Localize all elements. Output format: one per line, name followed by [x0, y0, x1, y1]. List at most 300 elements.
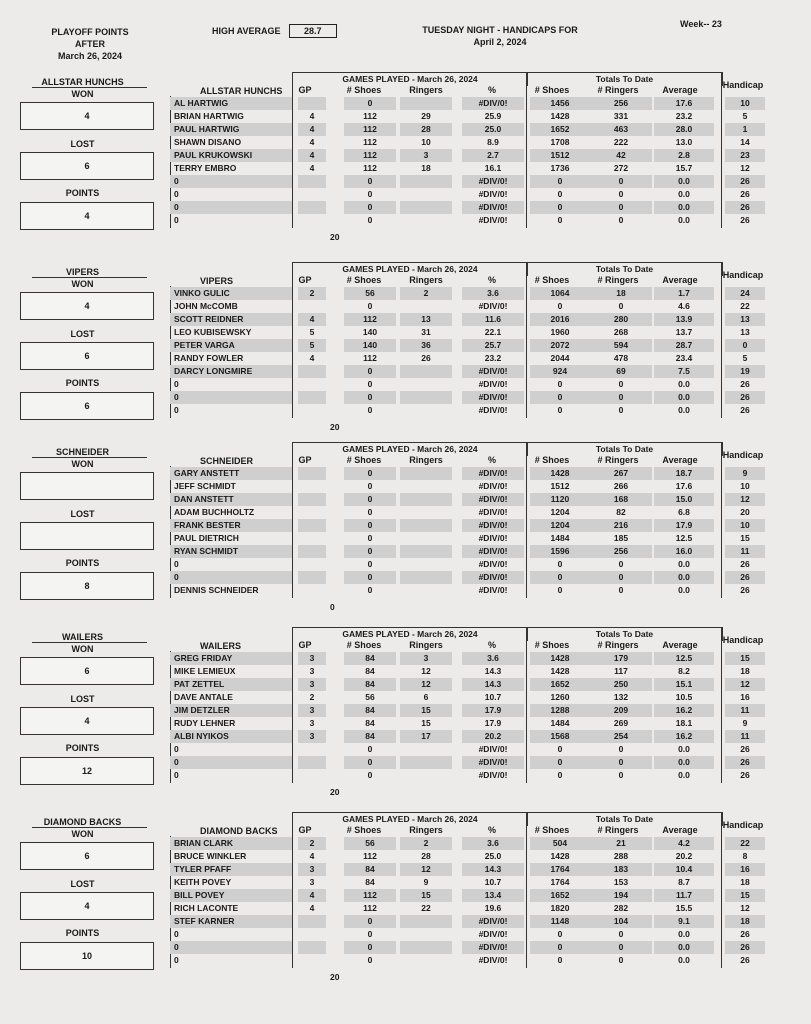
table-team-name: WAILERS: [200, 641, 242, 651]
handicap-cell: 15: [725, 889, 765, 902]
table-team-name: DIAMOND BACKS: [200, 826, 278, 836]
points-box: 10: [20, 942, 154, 970]
ringers-cell: 3: [400, 652, 452, 665]
average-cell: 15.5: [675, 903, 693, 913]
total-ringers-cell: 82: [616, 507, 626, 517]
handicap-cell: 26: [740, 929, 750, 939]
shoes-cell: 0: [344, 97, 396, 110]
shoes-cell: 56: [344, 837, 396, 850]
ringers-cell: 12: [421, 666, 431, 676]
percentage-cell: 3.6: [462, 287, 524, 300]
player-name: 0: [174, 189, 179, 199]
total-ringers-cell: 0: [618, 929, 624, 939]
total-ringers-cell: 268: [613, 327, 629, 337]
total-ringers-cell: 331: [613, 111, 629, 121]
games-played-cell: 4: [298, 149, 326, 162]
shoes-cell: 56: [365, 692, 375, 702]
shoes-cell: 84: [344, 863, 396, 876]
player-name: PETER VARGA: [170, 339, 292, 352]
col-average: Average: [662, 825, 698, 835]
percentage-cell: #DIV/0!: [462, 571, 524, 584]
playoff-points-header: [30, 26, 150, 62]
ringers-cell: [400, 941, 452, 954]
ringers-cell: 28: [421, 851, 431, 861]
player-row: [170, 704, 750, 717]
handicap-cell: 18: [740, 877, 750, 887]
player-name: 0: [170, 391, 292, 404]
shoes-cell: 112: [363, 163, 377, 173]
games-played-cell: [298, 493, 326, 506]
player-row: [170, 201, 750, 214]
ringers-cell: [400, 214, 452, 227]
average-cell: 8.2: [678, 666, 690, 676]
col-gp: GP: [298, 455, 312, 465]
total-ringers-cell: 0: [618, 301, 624, 311]
player-name: 0: [174, 215, 179, 225]
total-shoes-cell: 1596: [530, 545, 590, 558]
ringers-cell: 2: [400, 287, 452, 300]
ringers-cell: [400, 743, 452, 756]
total-shoes-cell: 0: [530, 756, 590, 769]
player-row: [170, 391, 750, 404]
ringers-cell: 12: [400, 863, 452, 876]
percentage-cell: #DIV/0!: [478, 770, 508, 780]
col-gp: GP: [298, 640, 312, 650]
total-ringers-cell: 42: [590, 149, 652, 162]
total-ringers-cell: 0: [590, 391, 652, 404]
total-ringers-cell: 0: [618, 585, 624, 595]
total-shoes-cell: 1708: [550, 137, 570, 147]
player-name: BRIAN CLARK: [170, 837, 292, 850]
col-pct: %: [487, 455, 496, 465]
col-total-ringers: # Ringers: [597, 825, 639, 835]
points-label: POINTS: [65, 558, 100, 568]
handicap-cell: 9: [725, 467, 765, 480]
average-cell: 0.0: [654, 756, 714, 769]
shoes-cell: 0: [367, 585, 373, 595]
shoes-cell: 0: [344, 941, 396, 954]
average-cell: 9.1: [654, 915, 714, 928]
percentage-cell: #DIV/0!: [462, 941, 524, 954]
player-name: DARCY LONGMIRE: [170, 365, 292, 378]
percentage-cell: 16.1: [484, 163, 502, 173]
shoes-cell: 0: [367, 481, 373, 491]
player-row: [170, 717, 748, 730]
totals-header: Totals To Date: [526, 812, 723, 826]
shoes-cell: 112: [344, 149, 396, 162]
games-played-cell: 4: [309, 903, 315, 913]
handicap-cell: 5: [742, 353, 748, 363]
player-name: BILL POVEY: [170, 889, 292, 902]
handicap-cell: 18: [725, 915, 765, 928]
total-ringers-cell: 288: [613, 851, 629, 861]
total-shoes-cell: 1960: [550, 327, 570, 337]
total-shoes-cell: 1820: [550, 903, 570, 913]
total-shoes-cell: 1428: [550, 851, 570, 861]
shoes-cell: 140: [362, 327, 378, 337]
high-average: [212, 24, 337, 38]
player-name: RICH LACONTE: [174, 903, 239, 913]
player-row: [170, 756, 750, 769]
ringers-cell: [400, 97, 452, 110]
percentage-cell: #DIV/0!: [462, 519, 524, 532]
shoes-cell: 0: [344, 915, 396, 928]
col-ringers: Ringers: [409, 640, 443, 650]
games-played-cell: [298, 519, 326, 532]
player-name: 0: [170, 941, 292, 954]
total-shoes-cell: 1064: [530, 287, 590, 300]
handicap-cell: 24: [725, 287, 765, 300]
shoes-cell: 112: [363, 111, 377, 121]
ringers-cell: 2: [400, 837, 452, 850]
games-played-header: GAMES PLAYED - March 26, 2024: [292, 812, 528, 826]
average-cell: 10.4: [654, 863, 714, 876]
ringers-cell: [400, 404, 452, 417]
handicap-cell: 5: [742, 111, 748, 121]
col-total-shoes: # Shoes: [534, 825, 570, 835]
ringers-cell: [400, 928, 452, 941]
average-cell: 0.0: [678, 955, 690, 965]
percentage-cell: #DIV/0!: [462, 201, 524, 214]
average-cell: 0.0: [678, 744, 690, 754]
player-name: RUDY LEHNER: [174, 718, 236, 728]
handicap-cell: 18: [740, 666, 750, 676]
average-cell: 0.0: [654, 571, 714, 584]
player-name: TYLER PFAFF: [170, 863, 292, 876]
week-label: Week-- 23: [680, 19, 722, 29]
player-row: [170, 493, 750, 506]
col-total-ringers: # Ringers: [597, 85, 639, 95]
player-row: [170, 678, 750, 691]
games-played-cell: [298, 404, 326, 417]
player-name: DAVE ANTALE: [174, 692, 233, 702]
ringers-cell: 15: [400, 889, 452, 902]
average-cell: 23.4: [675, 353, 693, 363]
total-shoes-cell: 0: [530, 391, 590, 404]
total-ringers-cell: 0: [590, 175, 652, 188]
total-shoes-cell: 1512: [530, 149, 590, 162]
percentage-cell: #DIV/0!: [462, 493, 524, 506]
total-ringers-cell: 280: [590, 313, 652, 326]
totals-header: Totals To Date: [526, 72, 723, 86]
player-name: RANDY FOWLER: [174, 353, 244, 363]
average-cell: 28.0: [654, 123, 714, 136]
player-name: ALBI NYIKOS: [170, 730, 292, 743]
points-box: 4: [20, 202, 154, 230]
games-played-cell: 4: [309, 163, 315, 173]
handicap-cell: 26: [740, 770, 750, 780]
won-label: WON: [71, 459, 94, 469]
ringers-cell: 12: [400, 678, 452, 691]
player-row: [170, 214, 750, 227]
games-played-cell: 3: [309, 718, 315, 728]
percentage-cell: #DIV/0!: [478, 189, 508, 199]
average-cell: 0.0: [654, 391, 714, 404]
handicap-cell: 26: [725, 391, 765, 404]
games-played-cell: [298, 558, 326, 571]
shoes-cell: 84: [344, 730, 396, 743]
col-total-shoes: # Shoes: [534, 455, 570, 465]
player-rows: [170, 652, 750, 784]
games-played-cell: [298, 532, 326, 545]
handicap-cell: 0: [725, 339, 765, 352]
after-label: AFTER: [75, 39, 105, 49]
games-played-cell: 4: [309, 353, 315, 363]
shoes-cell: 112: [344, 889, 396, 902]
total-shoes-cell: 1652: [530, 889, 590, 902]
total-shoes-cell: 924: [530, 365, 590, 378]
ringers-cell: 15: [400, 704, 452, 717]
average-cell: 0.0: [678, 189, 690, 199]
lost-box: 4: [20, 892, 154, 920]
total-ringers-cell: 272: [613, 163, 629, 173]
shoes-cell: 0: [344, 519, 396, 532]
average-cell: 15.0: [654, 493, 714, 506]
col-gp: GP: [298, 275, 312, 285]
col-handicap: Handicap: [722, 80, 764, 90]
player-row: [170, 837, 750, 850]
average-cell: 11.7: [654, 889, 714, 902]
shoes-cell: 0: [367, 744, 373, 754]
average-cell: 0.0: [654, 941, 714, 954]
games-played-header: GAMES PLAYED - March 26, 2024: [292, 627, 528, 641]
games-played-header: GAMES PLAYED - March 26, 2024: [292, 442, 528, 456]
standings-team-name: SCHNEIDER: [55, 447, 109, 457]
total-shoes-cell: 1428: [530, 467, 590, 480]
percentage-cell: 19.6: [484, 903, 502, 913]
games-played-cell: 4: [309, 851, 315, 861]
games-played-cell: 3: [309, 877, 315, 887]
percentage-cell: 14.3: [462, 678, 524, 691]
total-shoes-cell: 0: [557, 301, 563, 311]
handicap-cell: 16: [725, 863, 765, 876]
ringers-cell: 6: [423, 692, 429, 702]
player-name: 0: [174, 405, 179, 415]
shoes-cell: 0: [344, 365, 396, 378]
total-shoes-cell: 1512: [550, 481, 570, 491]
col-total-shoes: # Shoes: [534, 275, 570, 285]
total-ringers-cell: 209: [590, 704, 652, 717]
col-ringers: Ringers: [409, 275, 443, 285]
average-cell: 13.9: [654, 313, 714, 326]
handicap-cell: 26: [740, 215, 750, 225]
shoes-cell: 0: [344, 175, 396, 188]
total-shoes-cell: 0: [530, 175, 590, 188]
total-ringers-cell: 69: [590, 365, 652, 378]
player-row: [170, 941, 750, 954]
games-played-cell: [298, 769, 326, 782]
total-ringers-cell: 168: [590, 493, 652, 506]
games-played-cell: [298, 467, 326, 480]
games-played-cell: 4: [298, 123, 326, 136]
total-ringers-cell: 216: [590, 519, 652, 532]
total-ringers-cell: 0: [618, 379, 624, 389]
ringers-cell: 29: [421, 111, 431, 121]
shoes-cell: 140: [344, 339, 396, 352]
games-played-cell: [298, 175, 326, 188]
total-shoes-cell: 1204: [530, 519, 590, 532]
team-scores-table: [0, 627, 811, 807]
player-row: [170, 571, 750, 584]
handicap-cell: 13: [725, 313, 765, 326]
player-row: [170, 97, 750, 110]
player-name: BRUCE WINKLER: [174, 851, 247, 861]
ringers-cell: 15: [421, 718, 431, 728]
average-cell: 18.7: [654, 467, 714, 480]
standings-team-name: DIAMOND BACKS: [43, 817, 122, 827]
percentage-cell: #DIV/0!: [478, 744, 508, 754]
player-name: 0: [174, 744, 179, 754]
average-cell: 4.2: [654, 837, 714, 850]
handicap-cell: 26: [725, 201, 765, 214]
ringers-cell: 13: [400, 313, 452, 326]
col-pct: %: [487, 825, 496, 835]
player-row: [170, 313, 750, 326]
ringers-cell: [400, 519, 452, 532]
total-ringers-cell: 0: [590, 201, 652, 214]
player-name: 0: [174, 770, 179, 780]
player-name: PAT ZETTEL: [170, 678, 292, 691]
ringers-cell: [400, 756, 452, 769]
player-name: GREG FRIDAY: [170, 652, 292, 665]
total-shoes-cell: 1568: [530, 730, 590, 743]
games-played-cell: [298, 214, 326, 227]
total-shoes-cell: 0: [530, 941, 590, 954]
divider: [721, 442, 722, 598]
col-pct: %: [487, 275, 496, 285]
playoff-title: PLAYOFF POINTS: [51, 27, 129, 37]
total-shoes-cell: 1260: [550, 692, 570, 702]
average-cell: 0.0: [678, 559, 690, 569]
total-shoes-cell: 0: [557, 379, 563, 389]
ringers-cell: [400, 201, 452, 214]
player-name: GARY ANSTETT: [170, 467, 292, 480]
col-total-shoes: # Shoes: [534, 85, 570, 95]
col-gp: GP: [298, 85, 312, 95]
divider: [721, 262, 722, 418]
ringers-cell: 3: [400, 149, 452, 162]
shoes-cell: 0: [344, 493, 396, 506]
player-name: ADAM BUCHHOLTZ: [174, 507, 255, 517]
total-ringers-cell: 266: [613, 481, 629, 491]
player-name: TERRY EMBRO: [174, 163, 237, 173]
total-ringers-cell: 0: [590, 941, 652, 954]
standings-team-name: WAILERS: [61, 632, 103, 642]
shoes-cell: 84: [365, 718, 375, 728]
average-cell: 1.7: [654, 287, 714, 300]
handicap-cell: 23: [725, 149, 765, 162]
team-section: [0, 72, 811, 252]
total-shoes-cell: 1484: [550, 533, 570, 543]
handicap-cell: 26: [740, 379, 750, 389]
average-cell: 13.7: [675, 327, 693, 337]
player-name: 0: [170, 756, 292, 769]
games-played-header: GAMES PLAYED - March 26, 2024: [292, 72, 528, 86]
games-played-cell: [298, 954, 326, 967]
total-ringers-cell: 0: [590, 756, 652, 769]
lost-label: LOST: [70, 139, 95, 149]
handicap-cell: 11: [725, 545, 765, 558]
total-ringers-cell: 18: [590, 287, 652, 300]
average-cell: 17.6: [654, 97, 714, 110]
percentage-cell: #DIV/0!: [478, 955, 508, 965]
games-played-cell: 2: [298, 837, 326, 850]
average-cell: 15.1: [654, 678, 714, 691]
average-cell: 17.9: [654, 519, 714, 532]
player-row: [170, 404, 750, 417]
player-row: [170, 545, 750, 558]
team-footer-total: 20: [330, 232, 340, 242]
totals-header: Totals To Date: [526, 627, 723, 641]
total-ringers-cell: 132: [613, 692, 629, 702]
total-ringers-cell: 256: [590, 545, 652, 558]
player-row: [170, 123, 748, 136]
average-cell: 16.2: [654, 730, 714, 743]
percentage-cell: #DIV/0!: [478, 215, 508, 225]
team-scores-table: [0, 262, 811, 442]
divider: [721, 812, 722, 968]
total-shoes-cell: 0: [557, 189, 563, 199]
ringers-cell: [400, 391, 452, 404]
player-row: [170, 889, 750, 902]
percentage-cell: #DIV/0!: [478, 533, 508, 543]
player-row: [170, 863, 750, 876]
total-ringers-cell: 0: [618, 559, 624, 569]
total-ringers-cell: 153: [613, 877, 629, 887]
games-played-cell: [298, 365, 326, 378]
games-played-cell: 5: [309, 327, 315, 337]
ringers-cell: [400, 558, 452, 571]
player-row: [170, 110, 748, 123]
total-shoes-cell: 0: [557, 770, 563, 780]
team-section: [0, 262, 811, 442]
lost-box: 6: [20, 342, 154, 370]
games-played-cell: [298, 915, 326, 928]
percentage-cell: 25.7: [462, 339, 524, 352]
ringers-cell: [400, 188, 452, 201]
percentage-cell: #DIV/0!: [478, 301, 508, 311]
col-shoes: # Shoes: [346, 85, 382, 95]
percentage-cell: #DIV/0!: [478, 481, 508, 491]
player-name: SCOTT REIDNER: [170, 313, 292, 326]
ringers-cell: [400, 378, 452, 391]
player-name: 0: [170, 175, 292, 188]
shoes-cell: 0: [367, 929, 373, 939]
handicap-cell: 10: [740, 481, 750, 491]
games-played-cell: 3: [298, 730, 326, 743]
lost-label: LOST: [70, 879, 95, 889]
player-name: RYAN SCHMIDT: [170, 545, 292, 558]
total-shoes-cell: 1428: [550, 111, 570, 121]
average-cell: 12.5: [675, 533, 693, 543]
player-row: [170, 365, 750, 378]
ringers-cell: [400, 584, 452, 597]
player-row: [170, 665, 750, 678]
table-team-name: ALLSTAR HUNCHS: [200, 86, 283, 96]
high-average-value: 28.7: [289, 24, 337, 38]
average-cell: 0.0: [654, 201, 714, 214]
total-shoes-cell: 1652: [530, 678, 590, 691]
shoes-cell: 112: [344, 123, 396, 136]
team-footer-total: 0: [330, 602, 335, 612]
ringers-cell: [400, 175, 452, 188]
col-ringers: Ringers: [409, 85, 443, 95]
percentage-cell: 10.7: [484, 877, 502, 887]
percentage-cell: 14.3: [484, 666, 502, 676]
handicap-cell: 26: [740, 955, 750, 965]
lost-label: LOST: [70, 509, 95, 519]
player-row: [170, 300, 750, 313]
